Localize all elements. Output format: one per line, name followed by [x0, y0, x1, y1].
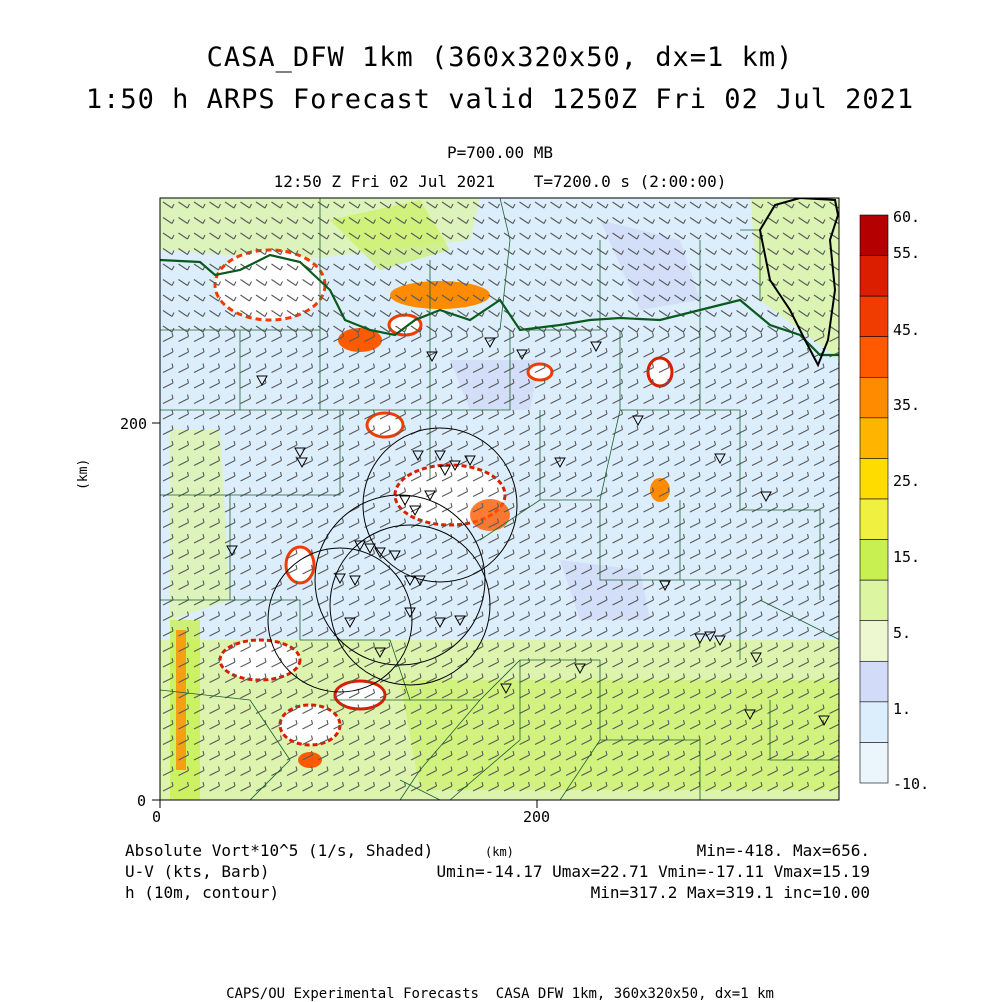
y-axis-label: (km): [76, 458, 91, 490]
vorticity-field: [160, 198, 841, 800]
cb-label-25: 25.: [893, 472, 921, 490]
colorbar-swatch: [860, 256, 888, 297]
cb-label-60: 60.: [893, 208, 921, 226]
cb-label-1: 1.: [893, 700, 912, 718]
cb-label-5: 5.: [893, 624, 912, 642]
colorbar-swatch: [860, 702, 888, 743]
x-tick-0: 0: [152, 808, 162, 826]
cb-label-45: 45.: [893, 321, 921, 339]
colorbar-swatch: [860, 418, 888, 459]
legend-height: h (10m, contour): [125, 883, 280, 902]
cb-label-minus10: -10.: [893, 775, 930, 793]
pressure-level: P=700.00 MB: [447, 143, 553, 162]
legend-vorticity: Absolute Vort*10^5 (1/s, Shaded): [125, 841, 434, 860]
x-tick-200: 200: [523, 808, 551, 826]
legend-wind-range: Umin=-14.17 Umax=22.71 Vmin=-17.11 Vmax=15.19: [436, 862, 870, 881]
colorbar-swatch: [860, 661, 888, 702]
legend-vort-range: Min=-418. Max=656.: [696, 841, 870, 860]
colorbar-swatch: [860, 337, 888, 378]
colorbar-swatch: [860, 296, 888, 337]
colorbar-swatch: [860, 458, 888, 499]
y-tick-200: 200: [120, 415, 148, 433]
colorbar-swatch: [860, 377, 888, 418]
colorbar-swatch: [860, 499, 888, 540]
colorbar-swatch: [860, 540, 888, 581]
colorbar-swatch: [860, 215, 888, 256]
colorbar: [860, 215, 888, 783]
cb-label-35: 35.: [893, 396, 921, 414]
y-tick-0: 0: [137, 792, 147, 810]
cb-label-15: 15.: [893, 548, 921, 566]
footer-credit: CAPS/OU Experimental Forecasts CASA DFW 1km, 360x320x50, dx=1 km: [226, 986, 774, 1002]
title-line-2: 1:50 h ARPS Forecast valid 1250Z Fri 02 Jul 2021: [85, 84, 915, 115]
x-axis-label: (km): [485, 845, 514, 859]
valid-time: 12:50 Z Fri 02 Jul 2021 T=7200.0 s (2:00:00): [273, 172, 727, 191]
legend-height-range: Min=317.2 Max=319.1 inc=10.00: [590, 883, 870, 902]
legend-wind: U-V (kts, Barb): [125, 862, 270, 881]
title-line-1: CASA_DFW 1km (360x320x50, dx=1 km): [206, 42, 794, 73]
colorbar-swatch: [860, 742, 888, 783]
cb-label-55: 55.: [893, 244, 921, 262]
colorbar-swatch: [860, 621, 888, 662]
colorbar-swatch: [860, 580, 888, 621]
